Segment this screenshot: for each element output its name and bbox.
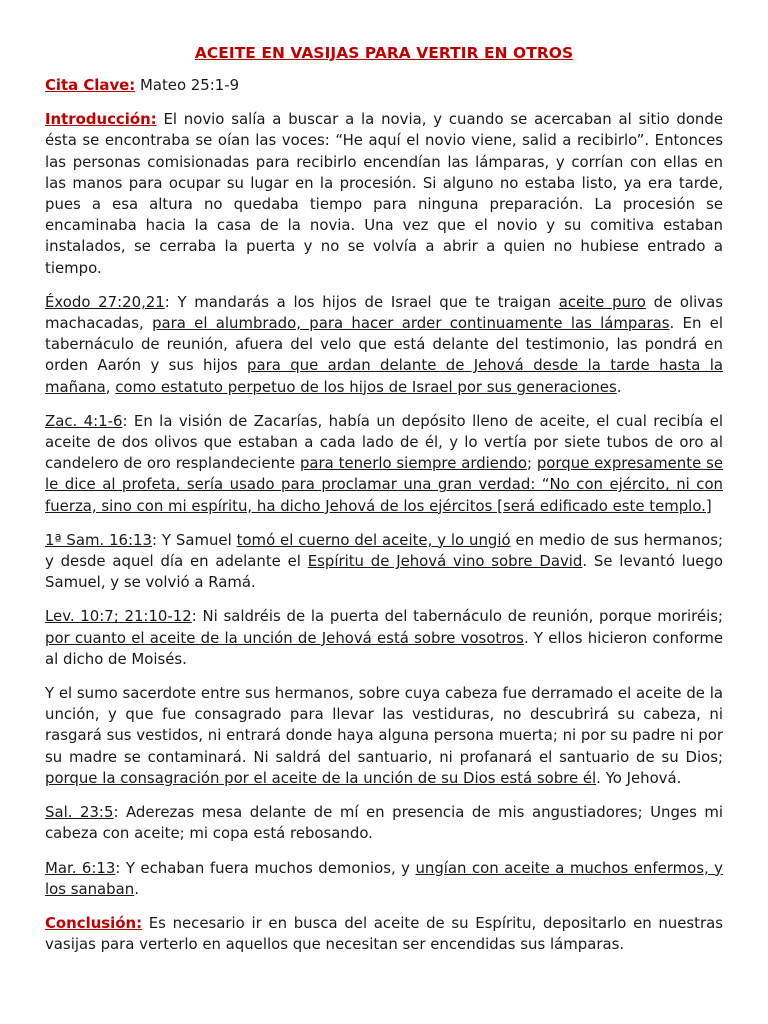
exodo-text-2: de olivas machacadas, (45, 292, 723, 333)
sumo-text-2: . Yo Jehová. (596, 768, 682, 787)
conclusion-label: Conclusión: (45, 913, 143, 932)
conclusion-paragraph (45, 913, 723, 955)
introduccion-paragraph (45, 109, 723, 279)
levitico-text-2: . Y ellos hicieron conforme al dicho de Moisés. (45, 628, 723, 668)
exodo-reference: Éxodo 27:20,21 (45, 292, 165, 311)
document-title: ACEITE EN VASIJAS PARA VERTIR EN OTROS (194, 44, 574, 62)
levitico-underline-1: por cuanto el aceite de la unción de Jehová está sobre vosotros (45, 628, 524, 647)
marcos-underline-1: ungían con aceite a muchos enfermos, y los sanaban (45, 858, 723, 898)
sumo-underline-1: porque la consagración por el aceite de la unción de su Dios está sobre él (45, 768, 597, 787)
samuel-paragraph (45, 530, 723, 594)
salmo-reference: Sal. 23:5 (45, 803, 114, 822)
levitico-text-1: : Ni saldréis de la puerta del tabernáculo de reunión, porque moriréis; (191, 607, 723, 626)
samuel-text-3: . Se levantó luego Samuel, y se volvió a Ramá. (45, 552, 724, 592)
zacarias-text-2: ; (526, 454, 537, 473)
samuel-text-1: : Y Samuel (152, 530, 237, 549)
sumo-sacerdote-paragraph (45, 683, 723, 789)
cita-clave-label: Cita Clave: (45, 76, 136, 94)
samuel-text-2: en medio de sus hermanos; y desde aquel día en adelante el (45, 530, 723, 571)
levitico-reference: Lev. 10:7; 21:10-12 (45, 607, 192, 626)
cita-clave-text: Mateo 25:1-9 (135, 76, 240, 94)
zacarias-reference: Zac. 4:1-6 (45, 411, 123, 430)
exodo-text-4: , (105, 377, 116, 396)
conclusion-text: Es necesario ir en busca del aceite de su Espíritu, depositarlo en nuestras vasijas para verterlo en aquellos que necesitan ser encendidas sus lámparas. (45, 913, 723, 954)
zacarias-text-1: : En la visión de Zacarías, había un depósito lleno de aceite, el cual recibía el aceite de dos olivos que estaban a cada lado de él, y lo vertía por siete tubos de oro al candelero de oro resplandeciente (45, 411, 723, 473)
samuel-reference: 1ª Sam. 16:13 (45, 530, 152, 549)
zacarias-paragraph (45, 411, 723, 517)
zacarias-underline-2: porque expresamente se le dice al profeta, sería usado para proclamar una gran verdad: “No con ejército, ni con fuerza, sino con mi espíritu, ha dicho Jehová de los ejércitos [será edificado este templo.] (45, 454, 723, 515)
exodo-underline-1: aceite puro (558, 292, 646, 311)
zacarias-underline-1: para tenerlo siempre ardiendo (299, 454, 527, 473)
marcos-text-2: . (134, 879, 139, 898)
exodo-paragraph (45, 292, 723, 398)
marcos-text-1: : Y echaban fuera muchos demonios, y (115, 858, 416, 877)
sumo-text-1: Y el sumo sacerdote entre sus hermanos, sobre cuya cabeza fue derramado el aceite de la unción, y que fue consagrado para llevar las vestiduras, no descubrirá su cabeza, ni rasgará sus vestidos, ni entrará donde haya alguna persona muerta; ni por su padre ni por su madre se contaminará. Ni saldrá del santuario, ni profanará el santuario de su Dios; (45, 684, 723, 766)
samuel-underline-2: Espíritu de Jehová vino sobre David (307, 552, 583, 571)
levitico-paragraph (45, 606, 723, 670)
exodo-text-3: . En el tabernáculo de reunión, afuera del velo que está delante del testimonio, las pondrá en orden Aarón y sus hijos (45, 314, 723, 375)
exodo-underline-4: como estatuto perpetuo de los hijos de Israel por sus generaciones (115, 377, 617, 396)
document-page (45, 44, 723, 968)
exodo-underline-3: para que ardan delante de Jehová desde la tarde hasta la mañana (45, 356, 724, 396)
marcos-paragraph (45, 858, 723, 900)
introduccion-text: El novio salía a buscar a la novia, y cuando se acercaban al sitio donde ésta se encontraba se oían las voces: “He aquí el novio viene, salid a recibirlo”. Entonces las personas comisionadas para recibirlo encendían las lámparas, y corrían con ellas en las manos para ocupar su lugar en la procesión. Si alguno no estaba listo, ya era tarde, pues a esa altura no quedaba tiempo para ninguna preparación. La procesión se encaminaba hacia la casa de la novia. Una vez que el novio y su comitiva estaban instalados, se cerraba la puerta y no se volvía a abrir a quien no hubiese entrado a tiempo. (45, 110, 723, 277)
marcos-reference: Mar. 6:13 (45, 858, 116, 877)
exodo-text-5: . (616, 377, 622, 396)
introduccion-label: Introducción: (45, 110, 157, 129)
salmo-paragraph (45, 802, 723, 844)
cita-clave-paragraph (45, 75, 723, 96)
exodo-underline-2: para el alumbrado, para hacer arder continuamente las lámparas (152, 314, 670, 333)
salmo-text-1: : Aderezas mesa delante de mí en presencia de mis angustiadores; Unges mi cabeza con aceite; mi copa está rebosando. (45, 803, 724, 843)
samuel-underline-1: tomó el cuerno del aceite, y lo ungió (236, 530, 511, 549)
exodo-text-1: : Y mandarás a los hijos de Israel que te traigan (164, 292, 559, 311)
